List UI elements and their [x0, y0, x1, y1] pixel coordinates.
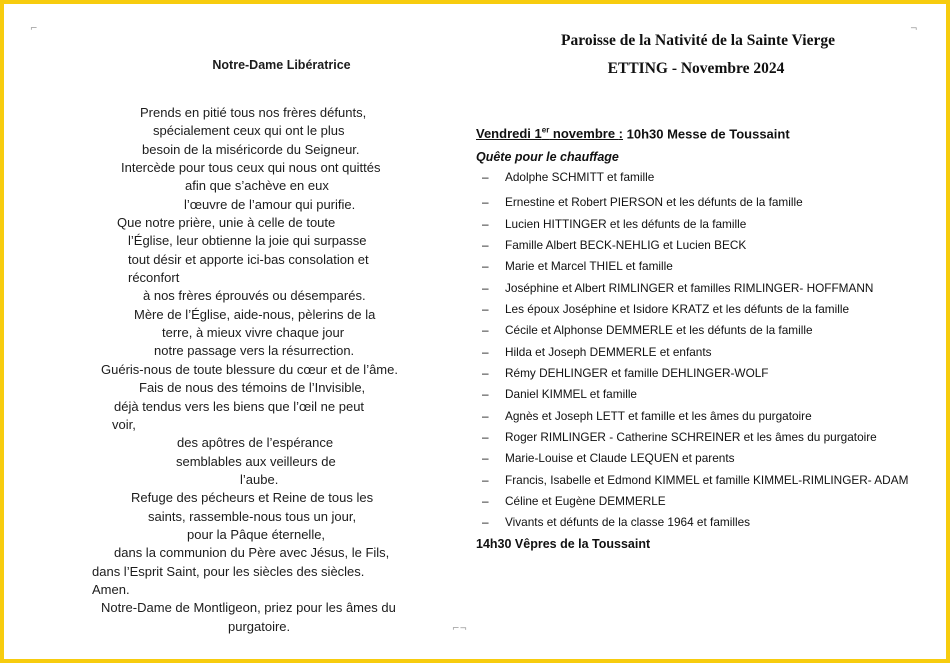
right-page — [476, 31, 916, 552]
intention-text: Les époux Joséphine et Isidore KRATZ et les défunts de la famille — [505, 302, 850, 317]
intention-item — [476, 450, 925, 466]
prayer-line: Prends en pitié tous nos frères défunts, — [140, 105, 367, 120]
prayer-line: terre, à mieux vivre chaque jour — [162, 325, 345, 341]
prayer-line: à nos frères éprouvés ou désemparés. — [143, 288, 366, 304]
dash-bullet: – — [482, 387, 489, 402]
intention-text: Daniel KIMMEL et famille — [505, 387, 637, 402]
intention-item — [476, 216, 925, 232]
dash-bullet: – — [482, 515, 489, 530]
intention-text: Marie et Marcel THIEL et famille — [505, 259, 673, 274]
prayer-line: semblables aux veilleurs de — [176, 453, 336, 469]
intention-item — [476, 344, 925, 360]
dash-bullet: – — [482, 302, 489, 317]
prayer-line: afin que s’achève en eux — [185, 178, 329, 194]
prayer-title: Notre-Dame Libératrice — [212, 58, 351, 72]
intention-item — [476, 514, 925, 530]
prayer-line: Intercède pour tous ceux qui nous ont quittés — [121, 160, 381, 176]
event-time: 10h30 Messe de Toussaint — [623, 126, 790, 142]
intention-item — [476, 408, 925, 424]
intention-item — [476, 386, 925, 402]
dash-bullet: – — [482, 472, 489, 487]
intention-item — [476, 365, 925, 381]
corner-mark-right: ¬ — [910, 24, 918, 34]
event-month: novembre — [549, 126, 619, 142]
intention-item — [476, 258, 925, 274]
dash-bullet: – — [482, 170, 489, 185]
prayer-line: réconfort — [128, 270, 180, 286]
prayer-line: l’aube. — [240, 471, 279, 487]
fold-mark: ⌐¬ — [452, 624, 468, 634]
prayer-line: spécialement ceux qui ont le plus — [153, 123, 345, 139]
intention-item — [476, 169, 925, 185]
dash-bullet: – — [482, 216, 489, 231]
intention-item — [476, 429, 925, 445]
intention-text: Vivants et défunts de la classe 1964 et familles — [505, 515, 751, 530]
prayer-line: Mère de l’Église, aide-nous, pèlerins de la — [134, 306, 376, 322]
event-day: Vendredi 1 — [476, 126, 542, 142]
prayer-line: Fais de nous des témoins de l’Invisible, — [139, 380, 366, 396]
dash-bullet: – — [482, 366, 489, 381]
prayer-line: besoin de la miséricorde du Seigneur. — [142, 141, 360, 157]
prayer-line: Refuge des pécheurs et Reine de tous les — [131, 490, 374, 506]
vespers-line: 14h30 Vêpres de la Toussaint — [476, 536, 651, 551]
dash-bullet: – — [482, 344, 489, 359]
prayer-line: Amen. — [92, 581, 130, 597]
intention-item — [476, 280, 925, 296]
intention-text: Marie-Louise et Claude LEQUEN et parents — [505, 451, 735, 466]
prayer-line: Guéris-nous de toute blessure du cœur et de l’âme. — [101, 361, 398, 377]
dash-bullet: – — [482, 323, 489, 338]
prayer-line: l’œuvre de l’amour qui purifie. — [184, 196, 356, 212]
event-date — [476, 126, 623, 141]
prayer-line: voir, — [112, 416, 136, 432]
corner-mark-left: ⌐ — [30, 24, 38, 34]
dash-bullet: – — [482, 238, 489, 253]
intention-text: Ernestine et Robert PIERSON et les défunts de la famille — [505, 195, 803, 210]
intention-text: Agnès et Joseph LETT et famille et les âmes du purgatoire — [505, 408, 812, 423]
parish-title: Paroisse de la Nativité de la Sainte Vierge — [561, 32, 835, 49]
prayer-line: Notre-Dame de Montligeon, priez pour les âmes du — [101, 600, 396, 616]
prayer-line: déjà tendus vers les biens que l’œil ne peut — [114, 398, 365, 414]
intention-text: Cécile et Alphonse DEMMERLE et les défunts de la famille — [505, 323, 813, 338]
quete-label: Quête pour le chauffage — [476, 150, 619, 165]
intention-text: Rémy DEHLINGER et famille DEHLINGER-WOLF — [505, 366, 769, 381]
intentions-list — [476, 169, 916, 530]
intention-item — [476, 301, 925, 317]
intention-text: Hilda et Joseph DEMMERLE et enfants — [505, 344, 712, 359]
dash-bullet: – — [482, 451, 489, 466]
prayer-line: dans la communion du Père avec Jésus, le Fils, — [114, 545, 390, 561]
dash-bullet: – — [482, 430, 489, 445]
intention-text: Roger RIMLINGER - Catherine SCHREINER et les âmes du purgatoire — [505, 430, 877, 445]
prayer-line: des apôtres de l’espérance — [177, 435, 334, 451]
prayer-line: tout désir et apporte ici-bas consolation et — [128, 251, 369, 267]
dash-bullet: – — [482, 259, 489, 274]
intention-item — [476, 322, 925, 338]
prayer-line: purgatoire. — [228, 618, 291, 634]
prayer-text — [80, 104, 445, 636]
prayer-line: l’Église, leur obtienne la joie qui surpasse — [128, 233, 367, 249]
intention-text: Lucien HITTINGER et les défunts de la famille — [505, 216, 747, 231]
dash-bullet: – — [482, 280, 489, 295]
prayer-line: pour la Pâque éternelle, — [187, 526, 326, 542]
left-page — [80, 58, 445, 636]
prayer-line: notre passage vers la résurrection. — [154, 343, 355, 359]
prayer-line: dans l’Esprit Saint, pour les siècles des siècles. — [92, 563, 365, 579]
intention-item — [476, 493, 925, 509]
intention-text: Francis, Isabelle et Edmond KIMMEL et famille KIMMEL-RIMLINGER- ADAM — [505, 472, 909, 487]
intention-text: Famille Albert BECK-NEHLIG et Lucien BECK — [505, 238, 747, 253]
intention-item — [476, 194, 925, 210]
event-heading — [476, 123, 916, 142]
event-colon: : — [618, 126, 624, 142]
dash-bullet: – — [482, 408, 489, 423]
prayer-line: Que notre prière, unie à celle de toute — [117, 215, 336, 231]
event-day-suffix: er — [541, 126, 550, 135]
intention-text: Céline et Eugène DEMMERLE — [505, 494, 666, 509]
intention-item — [476, 237, 925, 253]
place-date-title: ETTING - Novembre 2024 — [607, 60, 785, 77]
intention-item — [476, 472, 925, 488]
dash-bullet: – — [482, 195, 489, 210]
intention-text: Adolphe SCHMITT et famille — [505, 170, 655, 185]
prayer-line: saints, rassemble-nous tous un jour, — [148, 508, 357, 524]
dash-bullet: – — [482, 494, 489, 509]
intention-text: Joséphine et Albert RIMLINGER et familles RIMLINGER- HOFFMANN — [505, 280, 874, 295]
